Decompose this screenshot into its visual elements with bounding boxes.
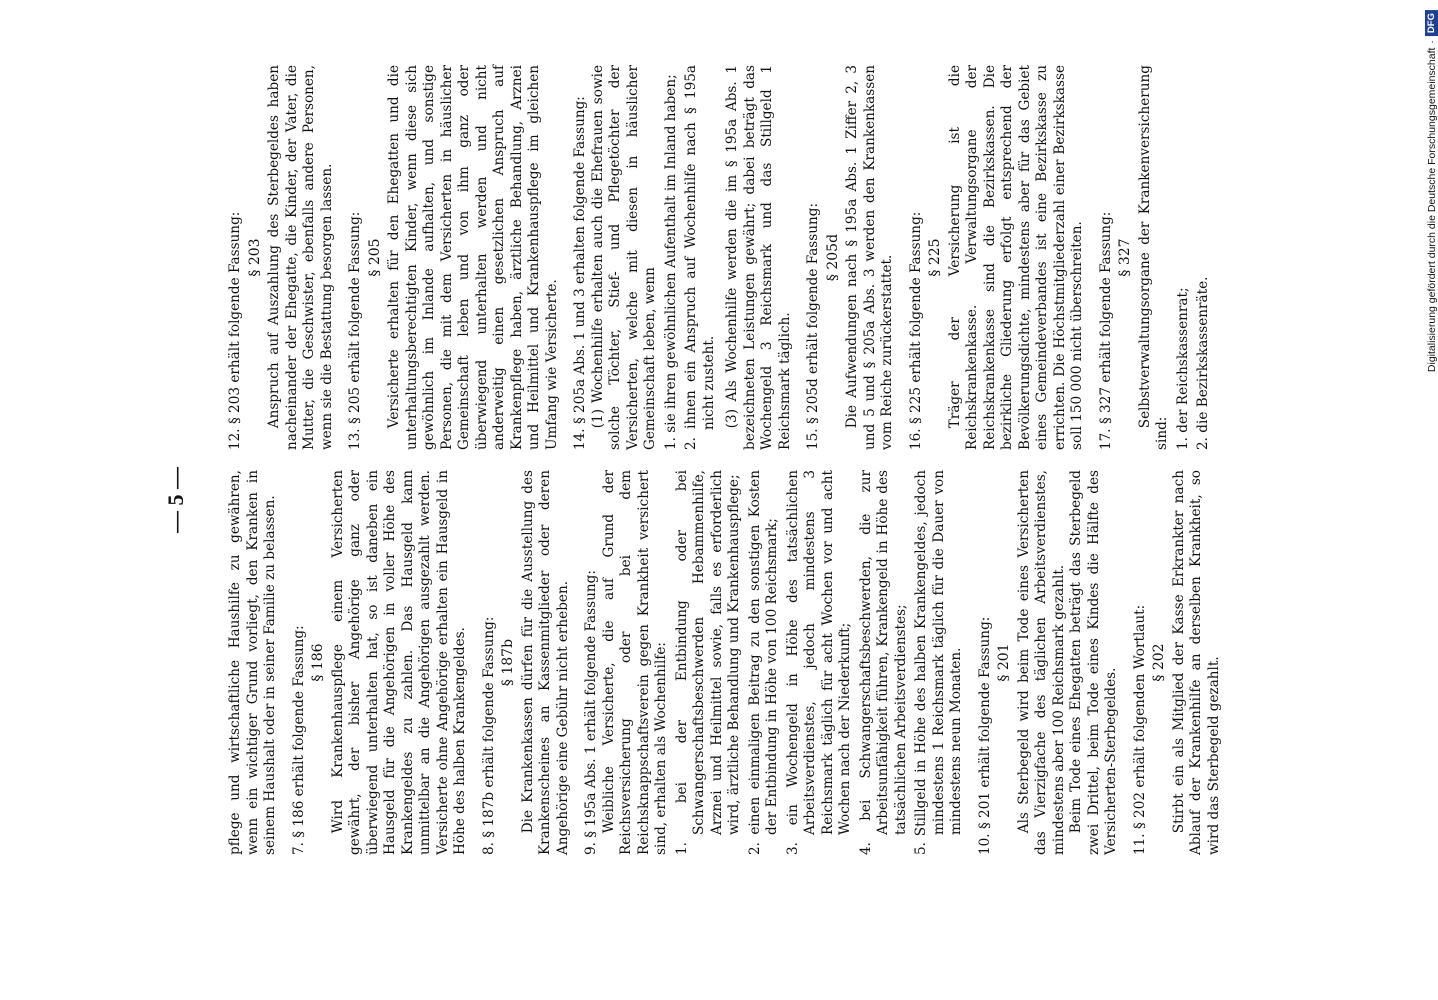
section-10-text-2: Beim Tode eines Ehegatten beträgt das Sterbegeld zwei Drittel, beim Tode eines Kindes die Hälfte des Versicherten-Sterbegeldes.	[1068, 470, 1119, 855]
section-10-paragraph-number: § 201	[996, 643, 1012, 682]
section-13-paragraph-number: § 205	[366, 238, 383, 277]
section-8-heading: 8. § 187b erhält folgende Fassung:	[480, 616, 497, 855]
section-11-heading: 11. § 202 erhält folgenden Wortlaut:	[1131, 604, 1148, 855]
section-7-text: Wird Krankenhauspflege einem Versicherten gewährt, der bisher Angehörige ganz oder überwiegend unterhalten hat, so ist daneben ein Hausgeld für die Angehörigen in voller Höhe des Krankengeldes zu zahlen. Das Hausgeld kann unmittelbar an die Angehörigen ausgezahlt werden. Versicherte ohne Angehörige erhalten ein Hausgeld in Höhe des halben Krankengeldes.	[329, 470, 468, 855]
section-9-heading: 9. § 195a Abs. 1 erhält folgende Fassung:	[583, 570, 599, 855]
digitization-credit: Digitalisierung gefördert durch die Deutsche Forschungsgemeinschaft · DFG	[1425, 10, 1438, 372]
section-8-paragraph-number: § 187b	[500, 638, 516, 687]
section-15-paragraph-number: § 205d	[824, 233, 841, 282]
section-13-heading: 13. § 205 erhält folgende Fassung:	[347, 211, 363, 450]
page-number: — 5 —	[163, 467, 188, 533]
section-14-heading: 14. § 205a Abs. 1 und 3 erhalten folgende Fassung:	[572, 96, 588, 450]
section-9-item-4: 4. bei Schwangerschaftsbeschwerden, die zur Arbeitsunfähigkeit führen, Krankengeld in Höhe des tatsächlichen Arbeitsverdienstes;	[857, 470, 909, 855]
section-8-text: Die Krankenkassen dürfen für die Ausstellung des Krankenscheines an Kassenmitglieder oder deren Angehörige eine Gebühr nicht erheben.	[519, 470, 571, 855]
section-13-text: Versicherte erhalten für den Ehegatten und die unterhaltungsberechtigten Kinder, wenn diese sich gewöhnlich im Inlande aufhalten, und sonstige Personen, die mit dem Versicherten in häuslicher Gemeinschaft leben und von ihm ganz oder überwiegend unterhalten werden und nicht anderweitig einen gesetzlichen Anspruch auf Krankenpflege haben, ärztliche Behandlung, Arznei und Heilmittel und Krankenhauspflege im gleichen Umfang wie Versicherte.	[386, 65, 560, 450]
section-10-text-1: Als Sterbegeld wird beim Tode eines Versicherten das Vierzigfache des täglichen Arbeitsverdienstes, mindestens aber 100 Reichsmark gezahlt.	[1015, 470, 1067, 855]
section-17-item-1: 1. der Reichskassenrat;	[1174, 287, 1191, 450]
section-9-item-1: 1. bei der Entbindung oder bei Schwangerschaftsbeschwerden Hebammenhilfe, Arznei und Heilmittel sowie, falls es erforderlich wird, ärztliche Behandlung und Krankenhauspflege;	[673, 470, 742, 855]
intro-paragraph: pflege und wirtschaftliche Haushilfe zu gewähren, wenn ein wichtiger Grund vorliegt, den Kranken in seinem Haushalt oder in seiner Familie zu belassen.	[227, 470, 278, 855]
section-7-heading: 7. § 186 erhält folgende Fassung:	[290, 625, 307, 855]
section-11-paragraph-number: § 202	[1151, 643, 1167, 682]
right-column	[227, 65, 1213, 450]
section-9-item-5: 5. Stillgeld in Höhe des halben Krankengeldes, jedoch mindestens 1 Reichsmark täglich für die Dauer von mindestens neun Monaten.	[913, 470, 964, 855]
section-14-item-1: 1. sie ihren gewöhnlichen Aufenthalt im Inland haben;	[662, 74, 679, 450]
document-page	[127, 60, 1307, 940]
section-12-text: Anspruch auf Auszahlung des Sterbegeldes haben nacheinander der Ehegatte, die Kinder, der Vater, die Mutter, die Geschwister, ebenfalls andere Personen, wenn sie die Bestattung besorgen lassen.	[266, 65, 335, 450]
dfg-logo: DFG	[1425, 10, 1438, 36]
section-16-heading: 16. § 225 erhält folgende Fassung:	[907, 211, 924, 450]
section-14-text-1: (1) Wochenhilfe erhalten auch die Ehefrauen sowie solche Töchter, Stief- und Pflegetöchter der Versicherten, welche mit diesen in häuslicher Gemeinschaft leben, wenn	[589, 65, 658, 450]
section-12-heading: 12. § 203 erhält folgende Fassung:	[227, 211, 243, 450]
section-15-text: Die Aufwendungen nach § 195a Abs. 1 Ziffer 2, 3 und 5 und § 205a Abs. 3 werden den Krankenkassen vom Reiche zurückerstattet.	[844, 65, 895, 450]
section-15-heading: 15. § 205d erhält folgende Fassung:	[805, 202, 821, 450]
section-17-paragraph-number: § 327	[1117, 238, 1133, 277]
section-14-item-2: 2. ihnen ein Anspruch auf Wochenhilfe nach § 195a nicht zusteht.	[683, 65, 717, 450]
section-11-text: Stirbt ein als Mitglied der Kasse Erkrankter nach Ablauf der Krankenhilfe an derselben Krankheit, so wird das Sterbegeld gezahlt.	[1170, 470, 1222, 855]
section-17-item-2: 2. die Bezirkskassenräte.	[1195, 276, 1211, 450]
section-9-text: Weibliche Versicherte, die auf Grund der Reichsversicherung oder bei dem Reichsknappschaftsverein gegen Krankheit versichert sind, erhalten als Wochenhilfe:	[600, 470, 669, 855]
section-16-text: Träger der Versicherung ist die Reichskrankenkasse. Verwaltungsorgane der Reichskrankenkasse sind die Bezirkskassen. Die bezirkliche Gliederung erfolgt entsprechend der Bevölkerungsdichte, mindestens aber für das Gebiet eines Gemeindeverbandes ist eine Bezirkskasse zu errichten. Die Höchstmitgliederzahl einer Bezirkskasse soll 150 000 nicht überschreiten.	[946, 65, 1085, 450]
section-17-heading: 17. § 327 erhält folgende Fassung:	[1097, 211, 1114, 450]
section-17-text: Selbstverwaltungsorgane der Krankenversicherung sind:	[1136, 65, 1170, 450]
section-12-paragraph-number: § 203	[246, 238, 263, 277]
credit-text: Digitalisierung gefördert durch die Deutsche Forschungsgemeinschaft	[1425, 47, 1438, 373]
section-9-item-2: 2. einen einmaligen Beitrag zu den sonstigen Kosten der Entbindung in Höhe von 100 Reichsmark;	[746, 470, 780, 855]
section-7-paragraph-number: § 186	[310, 643, 326, 682]
section-9-item-3: 3. ein Wochengeld in Höhe des tatsächlichen Arbeitsverdienstes, jedoch mindestens 3 Reichsmark täglich für acht Wochen vor und acht Wochen nach der Niederkunft;	[784, 470, 853, 855]
section-16-paragraph-number: § 225	[927, 238, 943, 277]
left-column	[227, 470, 1223, 855]
section-14-text-3: (3) Als Wochenhilfe werden die im § 195a Abs. 1 bezeichneten Leistungen gewährt; dabei beträgt das Wochengeld 3 Reichsmark und das Stillgeld 1 Reichsmark täglich.	[724, 65, 793, 450]
section-10-heading: 10. § 201 erhält folgende Fassung:	[976, 616, 993, 855]
